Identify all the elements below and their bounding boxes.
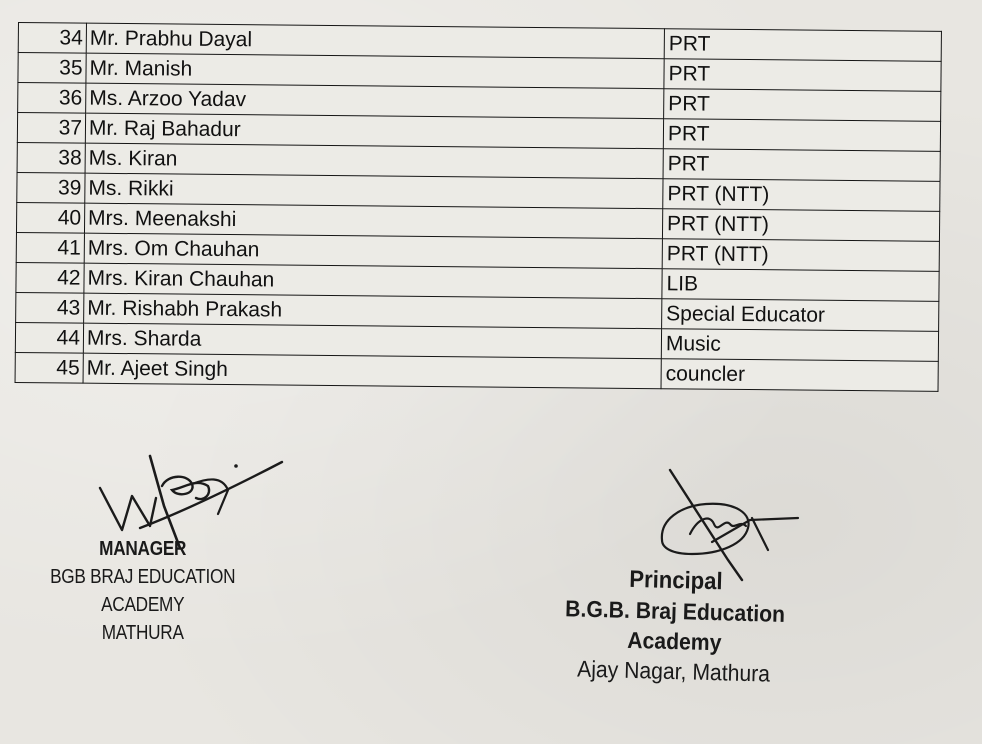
serial-number-cell: 36: [18, 83, 86, 114]
staff-name-cell: Mr. Manish: [86, 53, 664, 89]
staff-name-cell: Mr. Prabhu Dayal: [86, 23, 664, 59]
staff-name-cell: Mrs. Sharda: [83, 323, 661, 359]
staff-name-cell: Mrs. Kiran Chauhan: [84, 263, 662, 299]
staff-post-cell: LIB: [662, 269, 939, 302]
staff-name-cell: Mr. Raj Bahadur: [85, 113, 663, 149]
staff-post-cell: PRT (NTT): [662, 239, 939, 272]
staff-name-cell: Ms. Rikki: [85, 173, 663, 209]
serial-number-cell: 44: [15, 322, 83, 353]
staff-table-body: [15, 23, 941, 392]
staff-post-cell: Music: [661, 329, 938, 362]
serial-number-cell: 43: [16, 292, 84, 323]
staff-name-cell: Ms. Kiran: [85, 143, 663, 179]
principal-title: Principal: [628, 565, 723, 596]
manager-organization: BGB BRAJ EDUCATION ACADEMY: [50, 566, 236, 616]
staff-post-cell: PRT: [663, 149, 940, 182]
principal-signature-block: [517, 562, 833, 690]
staff-post-cell: PRT (NTT): [662, 209, 939, 242]
staff-post-cell: PRT: [664, 29, 941, 62]
serial-number-cell: 41: [16, 232, 84, 263]
staff-name-cell: Ms. Arzoo Yadav: [86, 83, 664, 119]
staff-name-cell: Mr. Ajeet Singh: [83, 353, 661, 389]
principal-organization: B.G.B. Braj Education Academy: [564, 595, 786, 656]
staff-name-cell: Mrs. Meenakshi: [84, 203, 662, 239]
manager-title: MANAGER: [99, 538, 187, 560]
principal-address: Ajay Nagar, Mathura: [576, 655, 771, 687]
serial-number-cell: 39: [17, 172, 85, 203]
serial-number-cell: 38: [17, 142, 85, 173]
manager-signature-block: [18, 535, 267, 647]
staff-post-cell: PRT: [663, 119, 940, 152]
serial-number-cell: 37: [17, 113, 85, 144]
staff-list-table: [15, 22, 942, 392]
staff-name-cell: Mrs. Om Chauhan: [84, 233, 662, 269]
staff-post-cell: councler: [661, 359, 938, 392]
serial-number-cell: 34: [18, 23, 86, 54]
serial-number-cell: 40: [16, 202, 84, 233]
staff-post-cell: PRT: [664, 59, 941, 92]
staff-name-cell: Mr. Rishabh Prakash: [84, 293, 662, 329]
serial-number-cell: 45: [15, 352, 83, 383]
serial-number-cell: 42: [16, 262, 84, 293]
staff-post-cell: PRT (NTT): [663, 179, 940, 212]
staff-post-cell: Special Educator: [662, 299, 939, 332]
staff-post-cell: PRT: [664, 89, 941, 122]
serial-number-cell: 35: [18, 53, 86, 84]
manager-city: MATHURA: [101, 622, 184, 644]
